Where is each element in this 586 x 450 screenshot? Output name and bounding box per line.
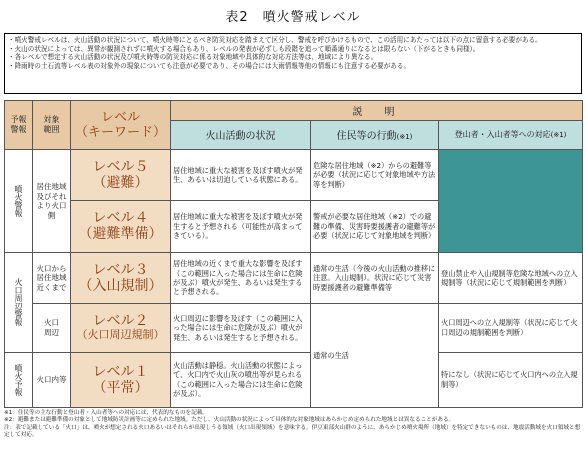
header-climbers: 登山者・入山者等への対応(※1): [439, 120, 583, 150]
level-5: レベル５ （避難）: [71, 150, 171, 200]
group-eruption-forecast: 噴火予報: [5, 352, 33, 408]
level-3-activity: 居住地域の近くまで重大な影響を及ぼす（この範囲に入った場合には生命に危険が及ぶ）噴火が発生、あるいは発生すると予想される。: [171, 252, 311, 303]
target-residential: 居住地域 及びそれ より火口 側: [33, 150, 71, 253]
header-residents: 住民等の行動(※1): [311, 120, 439, 150]
level-5-activity: 居住地域に重大な被害を及ぼす噴火が発生、あるいは切迫している状態にある。: [171, 150, 311, 200]
header-level: レベル （キーワード）: [71, 101, 171, 150]
group-eruption-warning: 噴火警報: [5, 150, 33, 253]
level-4-residents: 警戒が必要な居住地域（※2）での避難の準備、災害時要援護者の避難等が必要（状況に応じて対象地域を判断）: [311, 200, 439, 252]
footnote: ※1：住民等の主な行動と登山者・入山者等への対応には、代表的なものを記載。: [4, 410, 209, 416]
footnotes: [4, 410, 582, 440]
level-1: レベル１ （平常）: [71, 352, 171, 408]
level-2: レベル２ （火口周辺規制）: [71, 304, 171, 352]
level-1-activity: 火山活動は静穏。火山活動の状態によって、火口内で火山灰の噴出等が見られる（この範囲に入った場合には生命に危険が及ぶ）。: [171, 352, 311, 408]
residents-normal: 通常の生活: [311, 304, 439, 408]
level-3: レベル３ （入山規制）: [71, 252, 171, 303]
header-activity: 火山活動の状況: [171, 120, 311, 150]
header-forecast: 予報 警報: [5, 101, 33, 150]
page-title: 表2 噴火警戒レベル: [225, 10, 361, 25]
group-crater-warning: 火口周辺警報: [5, 252, 33, 352]
intro-line: ・各レベルで想定する火山活動の状況及び噴火時等の防災対応に係る対象地域や具体的な対応方法等は、地域により異なる。: [8, 53, 378, 62]
teal-block: [439, 150, 583, 253]
level-4-activity: 居住地域に重大な被害を及ぼす噴火が発生すると予想される（可能性が高まってきている）。: [171, 200, 311, 252]
level-2-climbers: 火口周辺への立入規制等（状況に応じて火口周辺の規制範囲を判断）: [439, 304, 583, 352]
target-crater-inside: 火口内等: [33, 352, 71, 408]
alert-level-table: [4, 100, 583, 408]
intro-line: ・降雨時の土石流等レベル表の対象外の現象についても注意が必要であり、その場合には大雨情報等他の情報にも注意する必要がある。: [8, 61, 411, 70]
footnote: 注：表で記載している「火口」は、噴火が想定される火口あるいはそれらが出現しうる領域（火口出現領域）を意味する。伊豆東部火山群のように、あらかじめ噴火場所（地域）を特定できないものは、地震活動域を火口領域と想定して対応。: [4, 424, 581, 439]
level-4: レベル４ （避難準備）: [71, 200, 171, 252]
level-5-residents: 危険な居住地域（※2）からの避難等が必要（状況に応じて対象地域や方法等を判断）: [311, 150, 439, 200]
intro-line: ・噴火警戒レベルは、火山活動の状況について、噴火時等にとるべき防災対応を踏まえて区分し、警戒を呼びかけるもので、この活用にあたっては以下の点に留意する必要がある。: [8, 36, 542, 44]
header-target: 対象 範囲: [33, 101, 71, 150]
level-1-climbers: 特になし（状況に応じて火口内への立入規制等）: [439, 352, 583, 408]
footnote: ※2：避難または避難準備の対象として地域防災計画等に定められた地域。ただし、火山活動の状況によって具体的な対象地域はあらかじめ定められた地域とは異なることがある。: [4, 417, 455, 424]
target-near-residential: 火口から 居住地域 近くまで: [33, 252, 71, 303]
intro-line: ・火山の状況によっては、異常が観測されずに噴火する場合もあり、レベルの発表が必ずしも段階を追って順番通りになるとは限らない（下がるときも同様）。: [8, 44, 480, 53]
target-crater-area: 火口 周辺: [33, 304, 71, 352]
level-2-activity: 火口周辺に影響を及ぼす（この範囲に入った場合には生命に危険が及ぶ）噴火が発生、あるいは発生すると予想される。: [171, 304, 311, 352]
header-description: 説 明: [171, 101, 583, 121]
level-3-residents: 通常の生活（今後の火山活動の推移に注意。入山規制）。状況に応じて災害時要援護者の避難準備等: [311, 252, 439, 303]
intro-box: [4, 33, 582, 94]
level-3-climbers: 登山禁止や入山規制等危険な地域への立入規制等（状況に応じて規制範囲を判断）: [439, 252, 583, 303]
